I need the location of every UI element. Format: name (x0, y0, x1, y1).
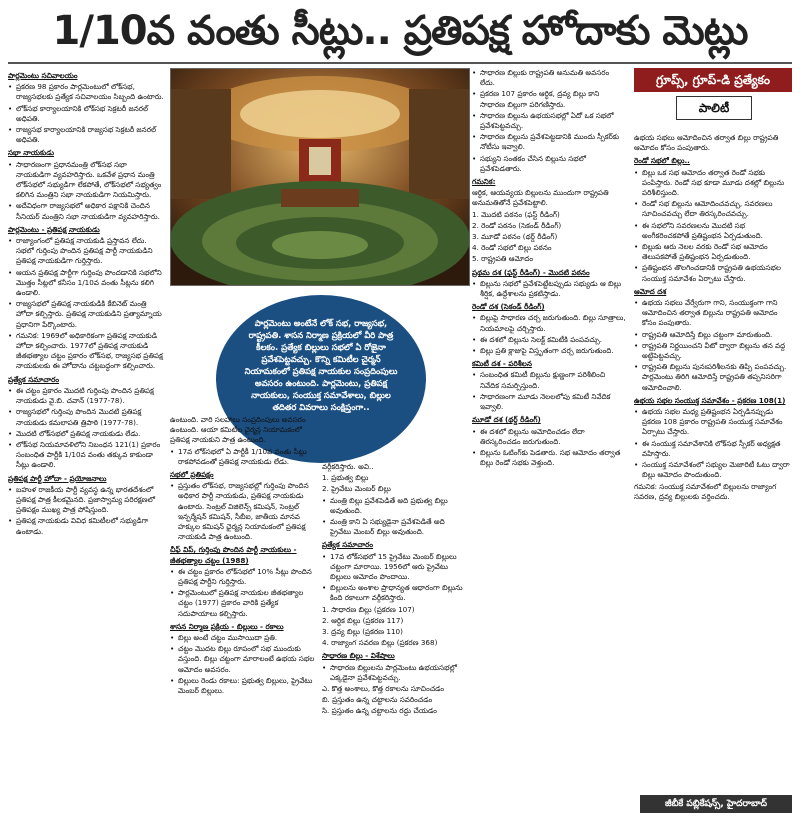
subheading: మూడో దశ (థర్డ్ రీడింగ్) (472, 415, 541, 425)
paragraph: • బిల్లుపై సాధారణ చర్చ జరుగుతుంది. బిల్లు సూత్రాలు, నియమాలపై చర్చిస్తారు. (472, 313, 626, 333)
paragraph: • సాధారణ బిల్లును ఉభయసభల్లో ఏదో ఒక సభలో ప్రవేశపెట్టవచ్చు. (472, 111, 626, 131)
subheading: చీఫ్ విప్, గుర్తింపు పొందిన పార్టీ నాయకులు - జీతభత్యాల చట్టం (1988) (170, 545, 297, 565)
paragraph: 2. ఆర్థిక బిల్లు (ప్రకరణ 117) (322, 615, 404, 625)
column-5 (634, 133, 792, 793)
paragraph: • మంత్రి కాని ఏ సభ్యుడైనా ప్రవేశపెడితే అది ప్రైవేటు మెంబర్ బిల్లు అవుతుంది. (322, 517, 468, 537)
paragraph: • ప్రతిష్టంభన తొలగించడానికి రాష్ట్రపతి ఉభయసభల సంయుక్త సమావేశం ఏర్పాటు చేస్తారు. (634, 263, 792, 283)
paragraph: • బిల్లును సభలో ప్రవేశపెట్టేటప్పుడు సభ్యుడు ఆ బిల్లు శీర్షిక, ఉద్దేశాలను ప్రకటిస్తాడు. (472, 279, 626, 299)
paragraph: • సంయుక్త సమావేశంలో సభ్యుల మెజారిటీ ఓటు ద్వారా బిల్లు ఆమోదం పొందుతుంది. (634, 460, 792, 480)
paragraph: • 17వ లోక్‌సభలో ఏ పార్టీకీ 1/10వ వంతు సీట్లు రాకపోవడంతో ప్రతిపక్ష నాయకుడు లేడు. (170, 447, 318, 467)
subheading: ప్రథమ దశ (ఫస్ట్ రీడింగ్) - మొదటి పఠనం (472, 267, 590, 277)
headline: 1/10వ వంతు సీట్లు.. ప్రతిపక్ష హోదాకు మెట్లు (52, 8, 748, 54)
sidebar-section: పాలిటీ (676, 96, 752, 120)
paragraph: • రాజ్యాంగంలో ప్రతిపక్ష నాయకుడి ప్రస్తావన లేదు. సభలో గుర్తింపు పొందిన ప్రతిపక్ష పార్టీ నాయకుడిని ప్రతిపక్ష నాయకుడిగా గుర్తిస్తారు. (8, 236, 164, 267)
subheading: గమనిక: (472, 177, 496, 187)
paragraph: • బిల్లును ఓటింగ్‌కు పెడతారు. సభ ఆమోదం తర్వాత బిల్లు రెండో సభకు వెళ్తుంది. (472, 448, 626, 468)
paragraph: 4. రాజ్యాంగ సవరణ బిల్లు (ప్రకరణ 368) (322, 638, 438, 648)
subheading: పార్లమెంటు సచివాలయం (8, 71, 78, 80)
paragraph: • చట్టం మొదట బిల్లు రూపంలో సభ ముందుకు వస్తుంది. బిల్లు చట్టంగా మారాలంటే ఉభయ సభల ఆమోదం అవసరం. (170, 644, 318, 675)
paragraph: 5. రాష్ట్రపతి ఆమోదం (472, 254, 534, 264)
sidebar-title: గ్రూప్స్, గ్రూప్-డి ప్రత్యేకం (634, 68, 792, 92)
paragraph: • సాధారణ బిల్లును ప్రవేశపెట్టడానికి ముందు స్పీకర్‌కు నోటీసు ఇవ్వాలి. (472, 132, 626, 152)
paragraph: • సాధారణ బిల్లులను పార్లమెంటు ఉభయసభల్లో ఎక్కడైనా ప్రవేశపెట్టవచ్చు. (322, 663, 468, 683)
paragraph: గమనిక: సంయుక్త సమావేశంలో బిల్లులను రాజ్యాంగ సవరణ, ద్రవ్య బిల్లులకు వర్తించదు. (634, 481, 777, 501)
paragraph: ఉభయ సభలు ఆమోదించిన తర్వాత బిల్లు రాష్ట్రపతి ఆమోదం కోసం పంపుతారు. (634, 133, 779, 153)
paragraph: • ఈ చట్టం ప్రకారం మొదటి గుర్తింపు పొందిన ప్రతిపక్ష నాయకుడు వై.బి. చవాన్ (1977-78). (8, 386, 164, 406)
credit-line: జీబీకే పబ్లికేషన్స్, హైదరాబాద్ (640, 795, 792, 813)
paragraph: • ఈ సభలోని సవరణలను మొదటి సభ అంగీకరించకపోతే ప్రతిష్టంభన ఏర్పడుతుంది. (634, 221, 792, 241)
paragraph: • ఈ దశలో బిల్లును ఆమోదించడం లేదా తిరస్కరించడం జరుగుతుంది. (472, 427, 626, 447)
paragraph: • ప్రకరణ 107 ప్రకారం ఆర్థిక, ద్రవ్య బిల్లు కాని సాధారణ బిల్లుగా పరిగణిస్తారు. (472, 89, 626, 109)
paragraph: • బిల్లు ఒక సభ ఆమోదం తర్వాత రెండో సభకు పంపిస్తారు. రెండో సభ కూడా మూడు దశల్లో బిల్లును పరిశీలిస్తుంది. (634, 168, 792, 199)
paragraph: • ఈ చట్టం ప్రకారం లోక్‌సభలో 10% సీట్లు పొందిన ప్రతిపక్ష పార్టీని గుర్తిస్తారు. (170, 567, 318, 587)
paragraph: • రాజ్యసభలో ప్రతిపక్ష నాయకుడికి కేబినెట్ మంత్రి హోదా కల్పిస్తారు. ప్రతిపక్ష నాయకుడిని ప్రత్యామ్నాయ ప్రధానిగా పేర్కొంటారు. (8, 299, 164, 330)
paragraph: • రాష్ట్రపతి ఆమోదిస్తే బిల్లు చట్టంగా మారుతుంది. (634, 330, 792, 340)
subheading: సభా నాయకుడు (8, 148, 55, 158)
paragraph: • గమనిక: 1969లో అధికారికంగా ప్రతిపక్ష నాయకుడి హోదా కల్పించారు. 1977లో ప్రతిపక్ష నాయకుడి జీతభత్యాల చట్టం ప్రకారం లోక్‌సభ, రాజ్యసభ ప్రతిపక్ష నాయకులకు ఈ హోదాను చట్టబద్ధంగా కల్పించారు. (8, 331, 164, 372)
parliament-chamber-icon (171, 69, 469, 285)
paragraph: • బిల్లులను అంశాల ప్రాధాన్యత ఆధారంగా బిల్లును కింది రకాలుగా వర్గీకరిస్తారు. (322, 583, 468, 603)
subheading: సాధారణ బిల్లు - విశేషాలు (322, 651, 395, 661)
paragraph: • ఈ సంయుక్త సమావేశానికి లోక్‌సభ స్పీకర్ అధ్యక్షత వహిస్తారు. (634, 439, 792, 459)
paragraph: ఎ. కొత్త అంశాలు, కొత్త రకాలను సూచించడం (322, 684, 445, 694)
paragraph: • సభ్యుని సంతకం చేసిన బిల్లును సభలో ప్రవేశపెడతారు. (472, 154, 626, 174)
subheading: ప్రతిపక్ష పార్టీ హోదా - ప్రయోజనాలు (8, 473, 107, 483)
paragraph: • ఉభయ సభల మధ్య ప్రతిష్టంభన ఏర్పడినప్పుడు ప్రకరణ 108 ప్రకారం రాష్ట్రపతి సంయుక్త సమావేశం ఏర్పాటు చేస్తారు. (634, 407, 792, 438)
paragraph: ఉంటుంది. వారి సలహాలు సంప్రదింపులు అవసరం ఉంటుంది. ఆయా కమిటీల చైర్మన్ల నియామకంలో ప్రతిపక్ష నాయకుని పాత్ర ఉంటుంది. (170, 415, 306, 445)
paragraph: • సాధారణంగా ప్రధానమంత్రి లోక్‌సభ సభా నాయకుడిగా వ్యవహరిస్తారు. ఒకవేళ ప్రధాన మంత్రి లోక్‌సభలో సభ్యుడిగా లేకపోతే, లోక్‌సభలో సభ్యత్వం కలిగిన మంత్రిని సభా నాయకుడిగా నియమిస్తారు. (8, 160, 164, 201)
column-1 (8, 68, 164, 808)
paragraph: • రెండో సభ బిల్లును ఆమోదించవచ్చు, సవరణలు సూచించవచ్చు లేదా తిరస్కరించవచ్చు. (634, 199, 792, 219)
paragraph: 2. ప్రైవేటు మెంబర్ బిల్లు (322, 484, 391, 494)
paragraph: • బిల్లులు రెండు రకాలు: ప్రభుత్వ బిల్లులు, ప్రైవేటు మెంబర్ బిల్లులు. (170, 676, 318, 696)
paragraph: వర్గీకరిస్తారు. అవి.. (322, 462, 374, 471)
paragraph: • రాజ్యసభ కార్యాలయానికి రాజ్యసభ సెక్రటరీ జనరల్ అధిపతి. (8, 125, 164, 145)
paragraph: 3. ద్రవ్య బిల్లు (ప్రకరణ 110) (322, 627, 403, 637)
subheading: ప్రత్యేక సమాచారం (8, 374, 60, 384)
subheading: రెండో సభలో బిల్లు.. (634, 156, 690, 166)
paragraph: • ప్రతిపక్ష నాయకుడు వివిధ కమిటీలలో సభ్యుడిగా ఉంటాడు. (8, 516, 164, 536)
column-4 (472, 68, 626, 810)
column-3 (322, 462, 468, 810)
paragraph: • మంత్రి బిల్లు ప్రవేశపెడితే అది ప్రభుత్వ బిల్లు అవుతుంది. (322, 496, 468, 516)
column-2 (170, 415, 318, 810)
paragraph: 1. ప్రభుత్వ బిల్లు (322, 473, 369, 483)
paragraph: సి. ప్రస్తుతం ఉన్న చట్టాలను రద్దు చేయడం (322, 706, 437, 716)
subheading: కమిటీ దశ - పరిశీలన (472, 359, 532, 369)
subheading: శాసన నిర్మాణ ప్రక్రియ - బిల్లులు - రకాలు (170, 621, 284, 631)
paragraph: • ప్రకరణ 98 ప్రకారం పార్లమెంటులో లోక్‌సభ, రాజ్యసభలకు ప్రత్యేక సచివాలయం సిబ్బంది ఉంటారు. (8, 82, 164, 102)
parliament-photo (170, 68, 470, 286)
headline-rule (8, 62, 792, 64)
paragraph: 2. రెండో పఠనం (సెకండ్ రీడింగ్) (472, 220, 562, 230)
paragraph: బి. ప్రస్తుతం ఉన్న చట్టాలను సవరించడం (322, 695, 433, 705)
subheading: ఉభయ సభల సంయుక్త సమావేశం - ప్రకరణ 108(1) (634, 395, 786, 405)
paragraph: 3. మూడో పఠనం (థర్డ్ రీడింగ్) (472, 232, 558, 242)
paragraph: • లోక్‌సభ నియమావళిలోని నిబంధన 121(1) ప్రకారం సంబంధిత పార్టీకి 1/10వ వంతు తక్కువ కాకుండా సీట్లు ఉండాలి. (8, 440, 164, 471)
subheading: ఆమోద దశ (634, 286, 667, 296)
paragraph: • ఆయన ప్రతిపక్ష పార్టీగా గుర్తింపు పొందడానికి సభలోని మొత్తం సీట్లలో కనీసం 1/10వ వంతు సీట్లను కలిగి ఉండాలి. (8, 268, 164, 299)
subheading: రెండో దశ (సెకండ్ రీడింగ్) (472, 302, 545, 312)
paragraph: 4. రెండో సభలో బిల్లు పఠనం (472, 243, 552, 253)
paragraph: • బిల్లుకు ఆరు నెలల వరకు రెండో సభ ఆమోదం తెలుపకపోతే ప్రతిష్టంభన ఏర్పడుతుంది. (634, 242, 792, 262)
paragraph: • పార్లమెంటులో ప్రతిపక్ష నాయకుల జీతభత్యాల చట్టం (1977) ప్రకారం వారికి ప్రత్యేక సదుపాయాలు కల్పిస్తారు. (170, 588, 318, 619)
paragraph: • మొదటి లోక్‌సభలో ప్రతిపక్ష నాయకుడు లేడు. (8, 429, 164, 439)
intro-callout: పార్లమెంటు అంటేనే లోక్ సభ, రాజ్యసభ, రాష్ట్రపతి. శాసన నిర్మాణ ప్రక్రియలో వీరి పాత్ర కీలకం. ప్రత్యేక బిల్లులు సభలో ఏ రోజైనా ప్రవేశపెట్టవచ్చు. కొన్ని కమిటీల చైర్మన్ నియామకంలో ప్రతిపక్ష నాయకుల సంప్రదింపులు అవసరం ఉంటుంది. పార్లమెంటు, ప్రతిపక్ష నాయకులు, సంయుక్త సమావేశాలు, బిల్లుల తదితర వివరాలు సంక్షిప్తంగా.. (216, 295, 426, 463)
paragraph: • అదేవిధంగా రాజ్యసభలో అధికార పక్షానికి చెందిన సీనియర్ మంత్రిని సభా నాయకుడిగా వ్యవహరిస్తారు. (8, 201, 164, 221)
paragraph: 1. మొదటి పఠనం (ఫస్ట్ రీడింగ్) (472, 209, 560, 219)
paragraph: • ఈ దశలో బిల్లును సెలక్ట్ కమిటీకి పంపవచ్చు. (472, 335, 626, 345)
paragraph: • రాష్ట్రపతి బిల్లును పునఃపరిశీలనకు తిప్పి పంపవచ్చు. పార్లమెంటు తిరిగి ఆమోదిస్తే రాష్ట్రపతి తప్పనిసరిగా ఆమోదించాలి. (634, 362, 792, 393)
paragraph: • ప్రస్తుతం లోక్‌సభ, రాజ్యసభల్లో గుర్తింపు పొందిన అధికార పార్టీ నాయకుడు, ప్రతిపక్ష నాయకుడు ఉంటారు. సెంట్రల్ విజిలెన్స్ కమిషన్, సెంట్రల్ ఇన్ఫర్మేషన్ కమిషన్, సీబీఐ, జాతీయ మానవ హక్కుల కమిషన్ ఛైర్మన్ల నియామకంలో ప్రతిపక్ష నాయకుడి పాత్ర ఉంటుంది. (170, 481, 318, 542)
paragraph: • రాష్ట్రపతి నిర్ణయించని వీటో ద్వారా బిల్లును తన వద్ద అట్టిపెట్టవచ్చు. (634, 341, 792, 361)
paragraph: 1. సాధారణ బిల్లు (ప్రకరణ 107) (322, 604, 415, 614)
paragraph: ఆర్థిక, ఆయవ్యయ బిల్లులను ముందుగా రాష్ట్రపతి అనుమతితోనే ప్రవేశపెట్టాలి. (472, 188, 609, 208)
paragraph: • బిల్లు ప్రతి క్లాజుపై విస్తృతంగా చర్చ జరుగుతుంది. (472, 346, 626, 356)
paragraph: • బహుళ రాజకీయ పార్టీ వ్యవస్థ ఉన్న భారతదేశంలో ప్రతిపక్ష పాత్ర కీలకమైనది. ప్రజాస్వామ్య పరిరక్షణలో ప్రతిపక్షం ముఖ్య పాత్ర పోషిస్తుంది. (8, 485, 164, 516)
paragraph: • సంబంధిత కమిటీ బిల్లును క్షుణ్ణంగా పరిశీలించి నివేదిక సమర్పిస్తుంది. (472, 370, 626, 390)
paragraph: • లోక్‌సభ కార్యాలయానికి లోక్‌సభ సెక్రటరీ జనరల్ అధిపతి. (8, 104, 164, 124)
subheading: ప్రత్యేక సమాచారం (322, 540, 374, 550)
subheading: పార్లమెంటు - ప్రతిపక్ష నాయకుడు (8, 224, 100, 234)
paragraph: • సాధారణ బిల్లుకు రాష్ట్రపతి అనుమతి అవసరం లేదు. (472, 68, 626, 88)
paragraph: • 17వ లోక్‌సభలో 15 ప్రైవేటు మెంబర్ బిల్లులు చట్టంగా మారాయి. 1956లో ఆరు ప్రైవేటు బిల్లులు ఆమోదం పొందాయి. (322, 552, 468, 583)
paragraph: • బిల్లు అంటే చట్టం ముసాయిదా ప్రతి. (170, 633, 318, 643)
paragraph: • రాజ్యసభలో గుర్తింపు పొందిన మొదటి ప్రతిపక్ష నాయకుడు కమలాపతి త్రిపాఠి (1977-78). (8, 407, 164, 427)
paragraph: • సాధారణంగా మూడు నెలలలోపు కమిటీ నివేదిక ఇవ్వాలి. (472, 392, 626, 412)
subheading: సభలో ప్రతిపక్షం (170, 470, 214, 480)
paragraph: • ఉభయ సభలు వేర్వేరుగా గాని, సంయుక్తంగా గాని ఆమోదించిన తర్వాత బిల్లును రాష్ట్రపతి ఆమోదం కోసం పంపుతారు. (634, 298, 792, 329)
